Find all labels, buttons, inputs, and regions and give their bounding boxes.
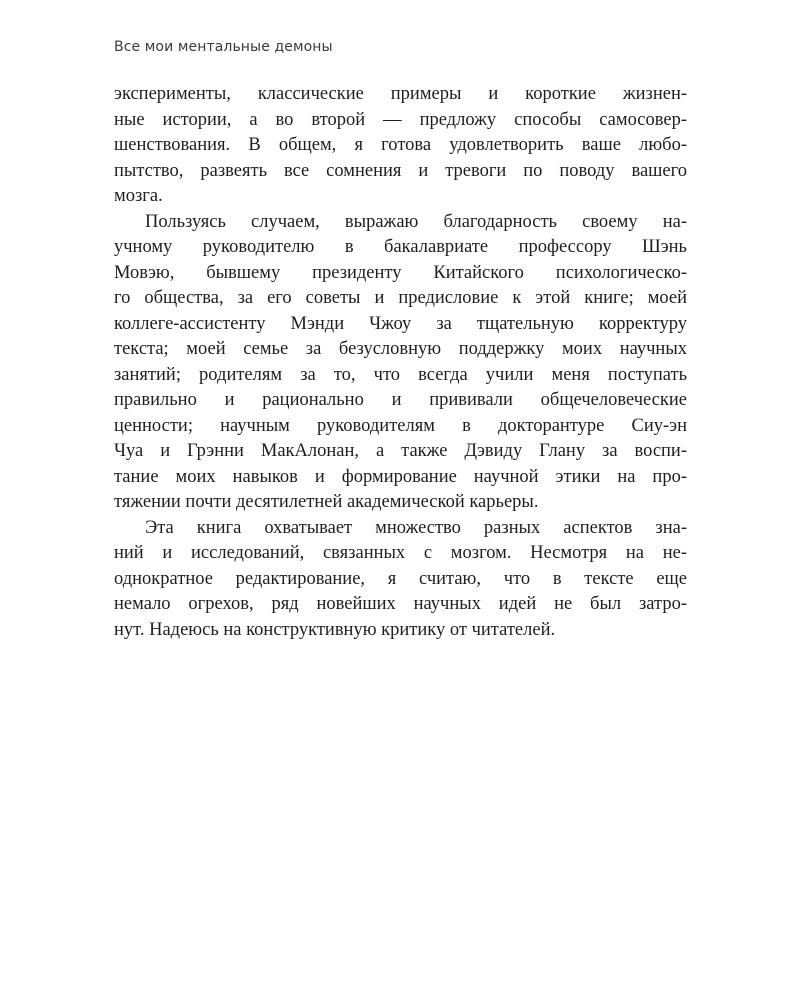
text-line: занятий; родителям за то, что всегда учили меня поступать	[114, 364, 687, 385]
text-line: тяжении почти десятилетней академической карьеры.	[114, 492, 539, 512]
text-line: правильно и рационально и прививали общечеловеческие	[114, 390, 687, 410]
text-line: ные истории, а во второй — предложу способы самосовер-	[114, 109, 687, 130]
text-line: однократное редактирование, я считаю, что в тексте еще	[114, 568, 687, 589]
running-header: Все мои ментальные демоны	[114, 39, 333, 55]
text-line: шенствования. В общем, я готова удовлетворить ваше любо-	[114, 135, 687, 155]
text-line: коллеге-ассистенту Мэнди Чжоу за тщательную корректуру	[114, 313, 687, 334]
text-line: Эта книга охватывает множество разных аспектов зна-	[145, 517, 687, 538]
text-line: тание моих навыков и формирование научной этики на про-	[114, 466, 687, 487]
text-line: Пользуясь случаем, выражаю благодарность своему на-	[145, 211, 687, 232]
body-text	[114, 82, 687, 643]
paragraph-3	[114, 516, 687, 644]
text-line: го общества, за его советы и предисловие к этой книге; моей	[114, 288, 687, 308]
text-line: пытство, развеять все сомнения и тревоги по поводу вашего	[114, 160, 687, 181]
text-line: ний и исследований, связанных с мозгом. Несмотря на не-	[114, 543, 687, 563]
text-line: немало огрехов, ряд новейших научных идей не был затро-	[114, 594, 687, 614]
text-line: нут. Надеюсь на конструктивную критику от читателей.	[114, 619, 556, 640]
text-line: Чуа и Грэнни МакАлонан, а также Дэвиду Глану за воспи-	[114, 441, 687, 461]
paragraph-1	[114, 82, 687, 210]
text-line: учному руководителю в бакалавриате профессору Шэнь	[114, 237, 687, 257]
paragraph-2	[114, 210, 687, 516]
text-line: эксперименты, классические примеры и короткие жизнен-	[114, 84, 687, 104]
text-line: Мовэю, бывшему президенту Китайского психологическо-	[114, 262, 687, 283]
text-line: текста; моей семье за безусловную поддержку моих научных	[114, 339, 687, 359]
text-line: мозга.	[114, 186, 163, 206]
text-line: ценности; научным руководителям в докторантуре Сиу-эн	[114, 415, 687, 436]
